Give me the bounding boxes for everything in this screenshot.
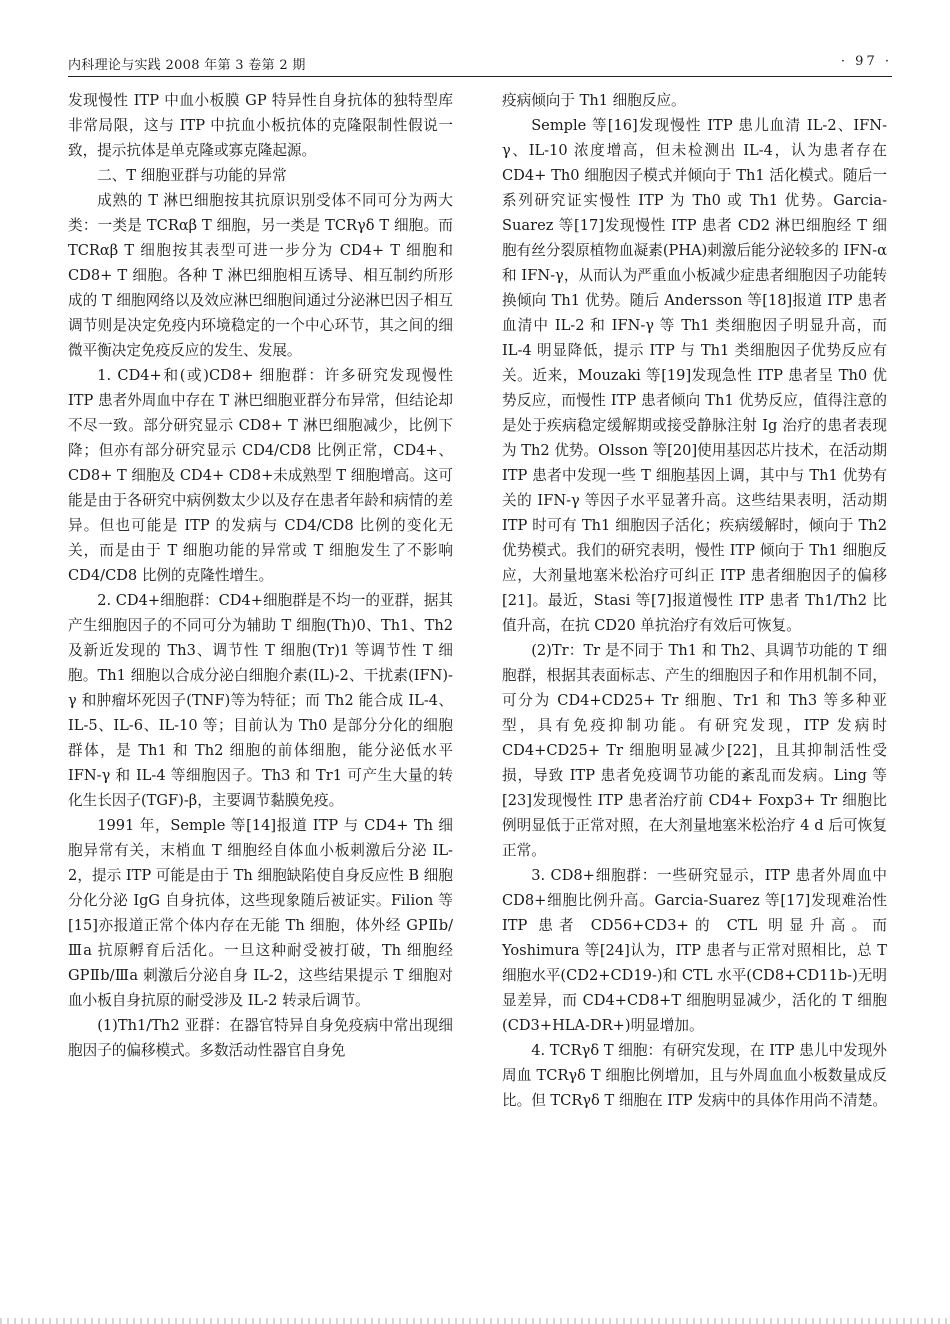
paragraph: (1)Th1/Th2 亚群：在器官特异自身免疫病中常出现细胞因子的偏移模式。多数活动性器官自身免 [68,1017,453,1059]
page-number: · 97 · [840,54,892,69]
paragraph: 2. CD4+细胞群：CD4+细胞群是不均一的亚群，据其产生细胞因子的不同可分为辅助 T 细胞(Th)0、Th1、Th2 及新近发现的 Th3、调节性 T 细胞(Tr)1 等调节性 T 细胞。Th1 细胞以合成分泌白细胞介素(IL)-2、干扰素(IFN)-γ 和肿瘤坏死因子(TNF)等为特征；而 Th2 能合成 IL-4、IL-5、IL-6、IL-10 等；目前认为 Th0 是部分分化的细胞群体，是 Th1 和 Th2 细胞的前体细胞，能分泌低水平 IFN-γ 和 IL-4 等细胞因子。Th3 和 Tr1 可产生大量的转化生长因子(TGF)-β，主要调节黏膜免疫。 [68,592,453,809]
left-column [68,88,453,1063]
paragraph: 成熟的 T 淋巴细胞按其抗原识别受体不同可分为两大类：一类是 TCRαβ T 细胞，另一类是 TCRγδ T 细胞。而 TCRαβ T 细胞按其表型可进一步分为 CD4+ T 细胞和 CD8+ T 细胞。各种 T 淋巴细胞相互诱导、相互制约所形成的 T 细胞网络以及效应淋巴细胞间通过分泌淋巴因子相互调节则是决定免疫内环境稳定的一个中心环节，其之间的细微平衡决定免疫反应的发生、发展。 [68,192,453,359]
paragraph: Semple 等[16]发现慢性 ITP 患儿血清 IL-2、IFN-γ、IL-10 浓度增高，但未检测出 IL-4，认为患者存在 CD4+ Th0 细胞因子模式并倾向于 Th1 活化模式。随后一系列研究证实慢性 ITP 为 Th0 或 Th1 优势。Garcia-Suarez 等[17]发现慢性 ITP 患者 CD2 淋巴细胞经 T 细胞有丝分裂原植物血凝素(PHA)刺激后能分泌较多的 IFN-α 和 IFN-γ，从而认为严重血小板减少症患者细胞因子功能转换倾向 Th1 优势。随后 Andersson 等[18]报道 ITP 患者血清中 IL-2 和 IFN-γ 等 Th1 类细胞因子明显升高，而 IL-4 明显降低，提示 ITP 与 Th1 类细胞因子优势反应有关。近来，Mouzaki 等[19]发现急性 ITP 患者呈 Th0 优势反应，而慢性 ITP 患者倾向 Th1 优势反应，值得注意的是处于疾病稳定缓解期或接受静脉注射 Ig 治疗的患者表现为 Th2 优势。Olsson 等[20]使用基因芯片技术，在活动期 ITP 患者中发现一些 T 细胞基因上调，其中与 Th1 优势有关的 IFN-γ 等因子水平显著升高。这些结果表明，活动期 ITP 时可有 Th1 细胞因子活化；疾病缓解时，倾向于 Th2 优势模式。我们的研究表明，慢性 ITP 倾向于 Th1 细胞反应，大剂量地塞米松治疗可纠正 ITP 患者细胞因子的偏移[21]。最近，Stasi 等[7]报道慢性 ITP 患者 Th1/Th2 比值升高，在抗 CD20 单抗治疗有效后可恢复。 [502,117,887,634]
scan-edge-artifact [0,1318,950,1324]
paragraph: 1. CD4+和(或)CD8+ 细胞群：许多研究发现慢性 ITP 患者外周血中存在 T 淋巴细胞亚群分布异常，但结论却不尽一致。部分研究显示 CD8+ T 淋巴细胞减少，比例下降；但亦有部分研究显示 CD4/CD8 比例正常，CD4+、CD8+ T 细胞及 CD4+ CD8+未成熟型 T 细胞增高。这可能是由于各研究中病例数太少以及存在患者年龄和病情的差异。但也可能是 ITP 的发病与 CD4/CD8 比例的变化无关，而是由于 T 细胞功能的异常或 T 细胞发生了不影响 CD4/CD8 比例的克隆性增生。 [68,367,453,584]
journal-title: 内科理论与实践 2008 年第 3 卷第 2 期 [68,58,306,73]
paragraph: 3. CD8+细胞群：一些研究显示，ITP 患者外周血中 CD8+细胞比例升高。Garcia-Suarez 等[17]发现难治性 ITP 患者 CD56+CD3+的 CTL 明显升高。而 Yoshimura 等[24]认为，ITP 患者与正常对照相比，总 T 细胞水平(CD2+CD19-)和 CTL 水平(CD8+CD11b-)无明显差异，而 CD4+CD8+T 细胞明显减少，活化的 T 细胞(CD3+HLA-DR+)明显增加。 [502,867,887,1034]
paragraph: 1991 年，Semple 等[14]报道 ITP 与 CD4+ Th 细胞异常有关，末梢血 T 细胞经自体血小板刺激后分泌 IL-2，提示 ITP 可能是由于 Th 细胞缺陷使自身反应性 B 细胞分化分泌 IgG 自身抗体，这些现象随后被证实。Filion 等[15]亦报道正常个体内存在无能 Th 细胞，体外经 GPⅡb/Ⅲa 抗原孵育后活化。一旦这种耐受被打破，Th 细胞经 GPⅡb/Ⅲa 刺激后分泌自身 IL-2，这些结果提示 T 细胞对血小板自身抗原的耐受涉及 IL-2 转录后调节。 [68,817,453,1009]
section-heading: 二、T 细胞亚群与功能的异常 [97,167,287,184]
running-header [68,52,892,77]
paragraph: 4. TCRγδ T 细胞：有研究发现，在 ITP 患儿中发现外周血 TCRγδ T 细胞比例增加，且与外周血血小板数量成反比。但 TCRγδ T 细胞在 ITP 发病中的具体作用尚不清楚。 [502,1042,887,1109]
paragraph: (2)Tr：Tr 是不同于 Th1 和 Th2、具调节功能的 T 细胞群，根据其表面标志、产生的细胞因子和作用机制不同，可分为 CD4+CD25+ Tr 细胞、Tr1 和 Th3 等多种亚型，具有免疫抑制功能。有研究发现，ITP 发病时 CD4+CD25+ Tr 细胞明显减少[22]，且其抑制活性受损，导致 ITP 患者免疫调节功能的紊乱而发病。Ling 等[23]发现慢性 ITP 患者治疗前 CD4+ Foxp3+ Tr 细胞比例明显低于正常对照，在大剂量地塞米松治疗 4 d 后可恢复正常。 [502,642,887,859]
paragraph: 发现慢性 ITP 中血小板膜 GP 特异性自身抗体的独特型库非常局限，这与 ITP 中抗血小板抗体的克隆限制性假说一致，提示抗体是单克隆或寡克隆起源。 [68,92,453,159]
right-column [502,88,887,1113]
paragraph: 疫病倾向于 Th1 细胞反应。 [502,92,686,109]
